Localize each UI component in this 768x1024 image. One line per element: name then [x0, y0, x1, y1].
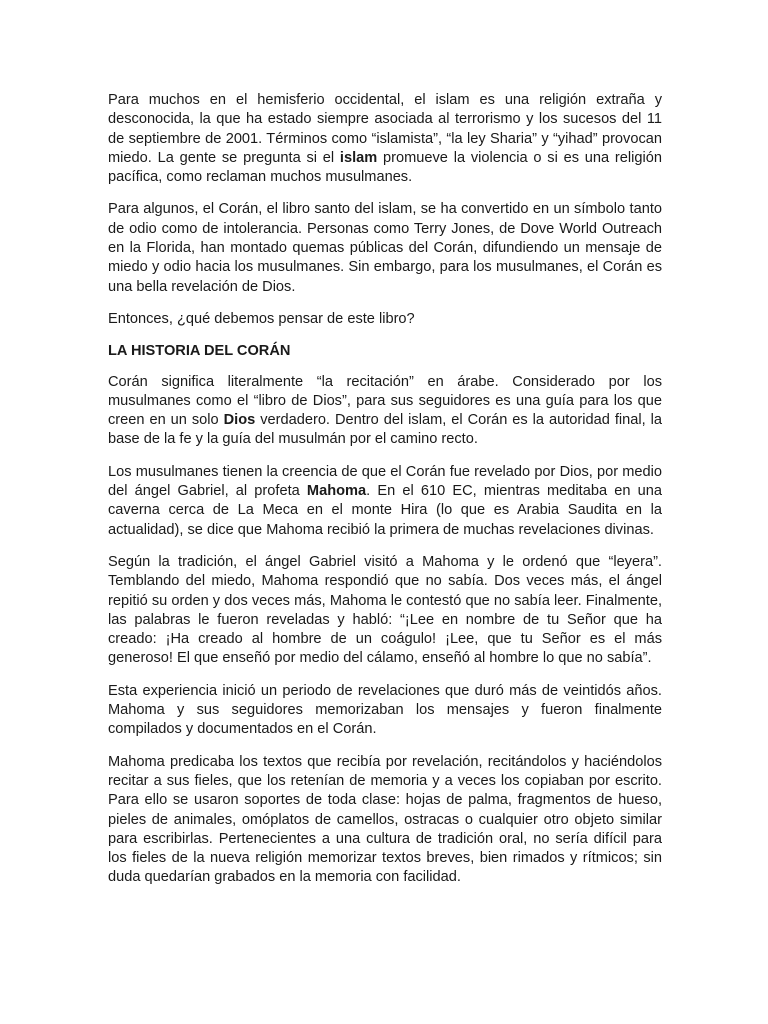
- paragraph-revelation: [108, 463, 662, 540]
- paragraph-tradition: Según la tradición, el ángel Gabriel visitó a Mahoma y le ordenó que “leyera”. Temblando del miedo, Mahoma respondió que no sabía. Dos veces más, el ángel repitió su orden y dos veces más, Mahoma le contestó que no sabía leer. Finalmente, las palabras le fueron reveladas y habló: “¡Lee en nombre de tu Señor que ha creado: ¡Ha creado al hombre de un coágulo! ¡Lee, que tu Señor es el más generoso! El que enseñó por medio del cálamo, enseñó al hombre lo que no sabía”.: [108, 553, 662, 667]
- paragraph-question: Entonces, ¿qué debemos pensar de este libro?: [108, 310, 415, 327]
- paragraph-quran-symbol: Para algunos, el Corán, el libro santo del islam, se ha convertido en un símbolo tanto de odio como de intolerancia. Personas como Terry Jones, de Dove World Outreach en la Florida, han montado quemas públicas del Corán, difundiendo un mensaje de miedo y odio hacia los musulmanes. Sin embargo, para los musulmanes, el Corán es una bella revelación de Dios.: [108, 201, 662, 295]
- paragraph-meaning: [108, 373, 662, 450]
- paragraph-intro-text-c: promueve la violencia o si es una religión pacífica, como reclaman muchos musulmanes.: [108, 149, 662, 186]
- paragraph-revelation-text-a: Los musulmanes tienen la creencia de que el Corán fue revelado por Dios, por medio del ángel Gabriel, al profeta: [108, 463, 662, 500]
- paragraph-experience: Esta experiencia inició un periodo de revelaciones que duró más de veintidós años. Mahoma y sus seguidores memorizaban los mensajes y fueron finalmente compilados y documentados en el Corán.: [108, 682, 662, 738]
- paragraph-revelation-text-c: . En el 610 EC, mientras meditaba en una caverna cerca de La Meca en el monte Hira (lo que es Arabia Saudita en la actualidad), se dice que Mahoma recibió la primera de muchas revelaciones divinas.: [108, 483, 662, 538]
- paragraph-preaching: Mahoma predicaba los textos que recibía por revelación, recitándolos y haciéndolos recitar a sus fieles, que los retenían de memoria y a veces los copiaban por escrito. Para ello se usaron soportes de toda clase: hojas de palma, fragmentos de hueso, pieles de animales, omóplatos de camellos, ostracas o cualquier otro objeto similar para escribirlas. Pertenecientes a una cultura de tradición oral, no sería difícil para los fieles de la nueva religión memorizar textos breves, bien rimados y rítmicos; sin duda quedarían grabados en la memoria con facilidad.: [108, 753, 662, 886]
- section-heading: LA HISTORIA DEL CORÁN: [108, 343, 291, 360]
- bold-term-mahoma: Mahoma: [306, 483, 367, 500]
- bold-term-dios: Dios: [223, 412, 256, 429]
- bold-term-islam: islam: [339, 149, 378, 166]
- paragraph-intro-text-a: Para muchos en el hemisferio occidental, el islam es una religión extraña y desconocida, la que ha estado siempre asociada al terrorismo y los sucesos del 11 de septiembre de 2001. Términos como “islamista”, “la ley Sharia” y “yihad” provocan miedo. La gente se pregunta si el: [108, 92, 662, 166]
- paragraph-meaning-text-a: Corán significa literalmente “la recitación” en árabe. Considerado por los musulmanes como el “libro de Dios”, para sus seguidores es una guía para los que creen en un solo: [108, 373, 662, 429]
- paragraph-meaning-text-c: verdadero. Dentro del islam, el Corán es la autoridad final, la base de la fe y la guía del musulmán por el camino recto.: [108, 412, 662, 448]
- paragraph-intro: [108, 91, 662, 187]
